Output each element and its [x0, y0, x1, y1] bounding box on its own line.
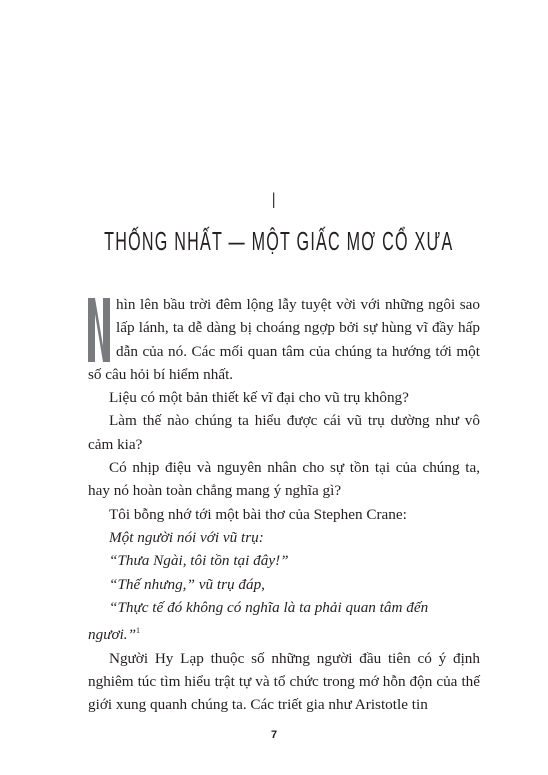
paragraph: Có nhịp điệu và nguyên nhân cho sự tồn tại của chúng ta, hay nó hoàn toàn chẳng mang ý nghĩa gì?: [88, 459, 480, 500]
poem-line: “Thế nhưng,” vũ trụ đáp,: [109, 575, 265, 593]
dropcap: [88, 298, 110, 362]
poem-line-with-footnote: [88, 596, 480, 647]
dropcap-n-glyph: [88, 298, 110, 362]
chapter-title: THỐNG NHẤT — MỘT GIẤC MƠ CỔ XƯA: [104, 226, 454, 256]
paragraph: Tôi bỗng nhớ tới một bài thơ của Stephen Crane:: [109, 505, 407, 523]
paragraph: Liệu có một bản thiết kế vĩ đại cho vũ trụ không?: [109, 389, 409, 407]
footnote-marker: 1: [136, 626, 141, 636]
poem-line: “Thưa Ngài, tôi tồn tại đây!”: [109, 552, 289, 570]
poem-line: Một người nói với vũ trụ:: [109, 528, 264, 546]
body-text: [88, 293, 480, 716]
poem-line-text: “Thực tế đó không có nghĩa là ta phải quan tâm đến ngươi.”: [88, 598, 429, 644]
page-number: 7: [270, 729, 278, 741]
opening-paragraph: [88, 293, 480, 386]
chapter-number: I: [272, 188, 276, 213]
paragraph: Làm thế nào chúng ta hiểu được cái vũ trụ dường như vô cảm kia?: [88, 412, 480, 453]
paragraph: Người Hy Lạp thuộc số những người đầu tiên có ý định nghiêm túc tìm hiểu trật tự và tổ chức trong mớ hỗn độn của thế giới xung quanh chúng ta. Các triết gia như Aristotle tin: [88, 649, 480, 714]
paragraph-text: hìn lên bầu trời đêm lộng lẫy tuyệt vời với những ngôi sao lấp lánh, ta dễ dàng bị choáng ngợp bởi sự hùng vĩ đầy hấp dẫn của nó. Các mối quan tâm của chúng ta hướng tới một số câu hỏi bí hiểm nhất.: [88, 296, 480, 383]
